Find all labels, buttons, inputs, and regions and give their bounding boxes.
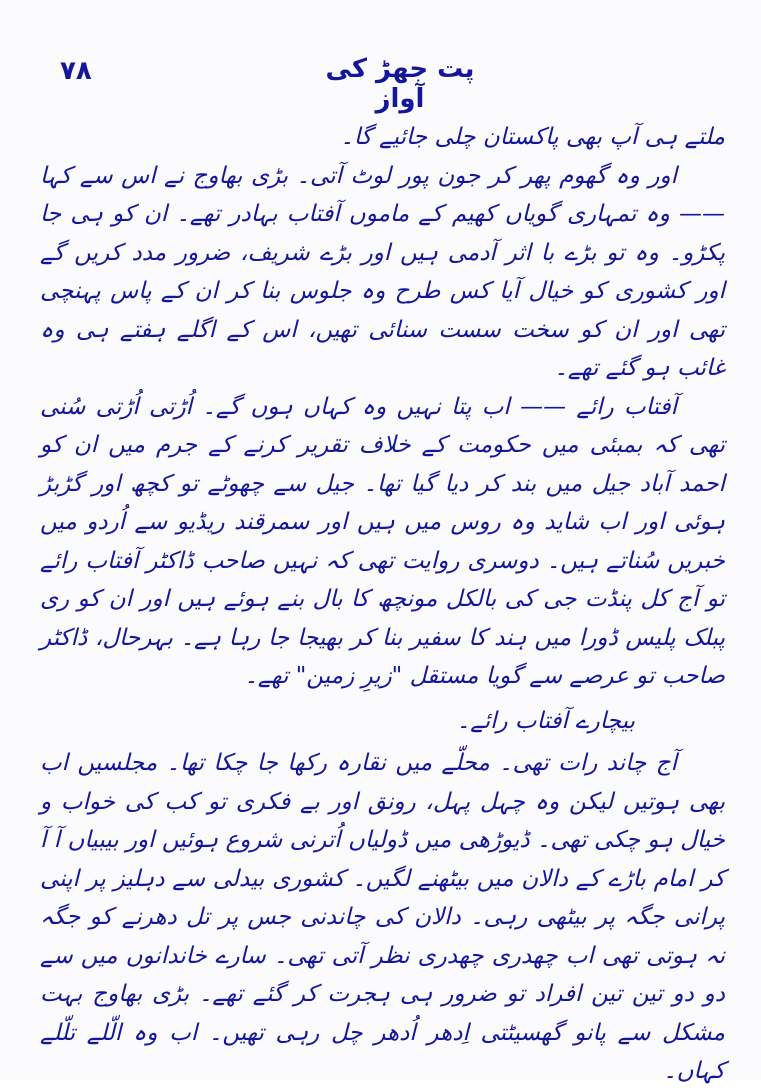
- paragraph: ملتے ہی آپ بھی پاکستان چلی جائیے گا۔: [340, 124, 725, 150]
- page-number: ۷۸: [60, 56, 92, 86]
- paragraph: آفتاب رائے —— اب پتا نہیں وہ کہاں ہوں گے۔ اُڑتی اُڑتی سُنی تھی کہ بمبئی میں حکومت کے خلاف تقریر کرنے کے جرم میں ان کو احمد آباد جیل میں بند کر دیا گیا تھا۔ جیل سے چھوٹے تو کچھ اور گڑبڑ ہوئی اور اب شاید وہ روس میں ہیں اور سمرقند ریڈیو سے اُردو میں خبریں سُناتے ہیں۔ دوسری روایت تھی کہ نہیں صاحب ڈاکٹر آفتاب رائے تو آج کل پنڈت جی کی بالکل مونچھ کا بال بنے ہوئے ہیں اور ان کو ری پبلک پلیس ڈورا میں ہند کا سفیر بنا کر بھیجا جا رہا ہے۔ بہرحال، ڈاکٹر صاحب تو عرصے سے گویا مستقل "زیرِ زمین" تھے۔: [40, 393, 725, 689]
- page-header: [0, 52, 761, 114]
- paragraph: آج چاند رات تھی۔ محلّے میں نقارہ رکھا جا چکا تھا۔ مجلسیں اب بھی ہوتیں لیکن وہ چہل پہل، رونق اور بے فکری تو کب کی خواب و خیال ہو چکی تھی۔ ڈیوڑھی میں ڈولیاں اُترنی شروع ہوئیں اور بیبیاں آ آ کر امام باڑے کے دالان میں بیٹھنے لگیں۔ کشوری بیدلی سے دہلیز پر اپنی پرانی جگہ پر بیٹھی رہی۔ دالان کی چاندنی جس پر تل دھرنے کو جگہ نہ ہوتی تھی اب چھدری چھدری نظر آتی تھی۔ سارے خاندانوں میں سے دو دو تین تین افراد تو ضرور ہی ہجرت کر گئے تھے۔ بڑی بھاوج بہت مشکل سے پانو گھسیٹتی اِدھر اُدھر چل رہی تھیں۔ اب وہ الّلے تلّلے کہاں۔: [40, 750, 725, 1084]
- running-title: پت جھڑ کی آواز: [325, 54, 475, 114]
- paragraph: بیچارے آفتاب رائے۔: [456, 707, 635, 734]
- handwritten-body: [40, 118, 725, 1091]
- paragraph: اور وہ گھوم پھر کر جون پور لوٹ آتی۔ بڑی بھاوج نے اس سے کہا —— وہ تمہاری گویاں کھیم کے ماموں آفتاب بہادر تھے۔ ان کو ہی جا پکڑو۔ وہ تو بڑے با اثر آدمی ہیں اور بڑے شریف، ضرور مدد کریں گے اور کشوری کو خیال آیا کس طرح وہ جلوس بنا کر ان کے پاس پہنچی تھی اور ان کو سخت سست سنائی تھیں، اس کے اگلے ہفتے ہی وہ غائب ہو گئے تھے۔: [40, 162, 725, 381]
